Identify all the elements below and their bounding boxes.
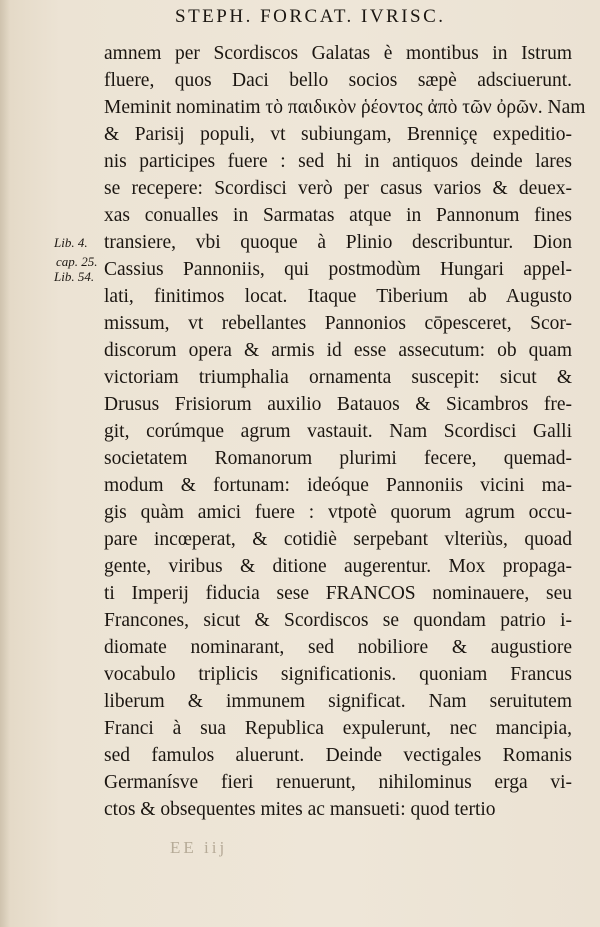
margin-notes	[54, 235, 98, 284]
text-line: Francones, sicut & Scordiscos se quondam patrio i-	[104, 610, 572, 631]
text-line: Drusus Frisiorum auxilio Batauos & Sicambros fre-	[104, 394, 572, 415]
text-line: victoriam triumphalia ornamenta suscepit: sicut &	[104, 367, 572, 388]
text-line: liberum & immunem significat. Nam seruitutem	[104, 691, 572, 712]
text-line: missum, vt rebellantes Pannonios cōpesceret, Scor-	[104, 313, 572, 334]
text-line: Franci à sua Republica expulerunt, nec mancipia,	[104, 718, 572, 739]
text-line: diomate nominarant, sed nobiliore & augustiore	[104, 637, 572, 658]
text-line: xas conualles in Sarmatas atque in Pannonum fines	[104, 205, 572, 226]
text-line: ti Imperij fiducia sese FRANCOS nominauere, seu	[104, 583, 572, 604]
page-gutter	[0, 0, 10, 927]
text-line: git, corúmque agrum vastauit. Nam Scordisci Galli	[104, 421, 572, 442]
text-line: Germanísve fieri renuerunt, nihilominus erga vi-	[104, 772, 572, 793]
text-line: pare incœperat, & cotidiè serpebant vlteriùs, quoad	[104, 529, 572, 550]
text-line: se recepere: Scordisci verò per casus varios & deuex-	[104, 178, 572, 199]
text-line: ctos & obsequentes mites ac mansueti: quod tertio	[104, 799, 496, 820]
text-line: modum & fortunam: ideóque Pannoniis vicini ma-	[104, 475, 572, 496]
margin-note: Lib. 4.	[54, 235, 88, 250]
running-head: STEPH. FORCAT. IVRISC.	[175, 6, 446, 27]
text-line: gis quàm amici fuere : vtpotè quorum agrum occu-	[104, 502, 572, 523]
signature-mark: EE iij	[170, 838, 228, 857]
margin-note: cap. 25.	[56, 254, 98, 269]
text-line: Meminit nominatim τὸ παιδικὸν ῥέοντος ἀπὸ τῶν ὀρῶν. Nam	[104, 97, 586, 118]
text-line: discorum opera & armis id esse assecutum: ob quam	[104, 340, 572, 361]
text-line: sed famulos aluerunt. Deinde vectigales Romanis	[104, 745, 572, 766]
text-line: fluere, quos Daci bello socios sæpè adsciuerunt.	[104, 70, 572, 91]
text-line: transiere, vbi quoque à Plinio describuntur. Dion	[104, 232, 572, 253]
text-line: Cassius Pannoniis, qui postmodùm Hungari appel-	[104, 259, 572, 280]
text-line: lati, finitimos locat. Itaque Tiberium ab Augusto	[104, 286, 572, 307]
text-line: & Parisij populi, vt subiungam, Brenniçę expeditio-	[104, 124, 572, 145]
text-line: gente, viribus & ditione augerentur. Mox propaga-	[104, 556, 572, 577]
text-line: vocabulo triplicis significationis. quoniam Francus	[104, 664, 572, 685]
text-line: societatem Romanorum plurimi fecere, quemad-	[104, 448, 572, 469]
body-text	[104, 40, 586, 823]
margin-note: Lib. 54.	[54, 269, 95, 284]
text-line: amnem per Scordiscos Galatas è montibus in Istrum	[104, 43, 572, 64]
text-line: nis participes fuere : sed hi in antiquos deinde lares	[104, 151, 572, 172]
